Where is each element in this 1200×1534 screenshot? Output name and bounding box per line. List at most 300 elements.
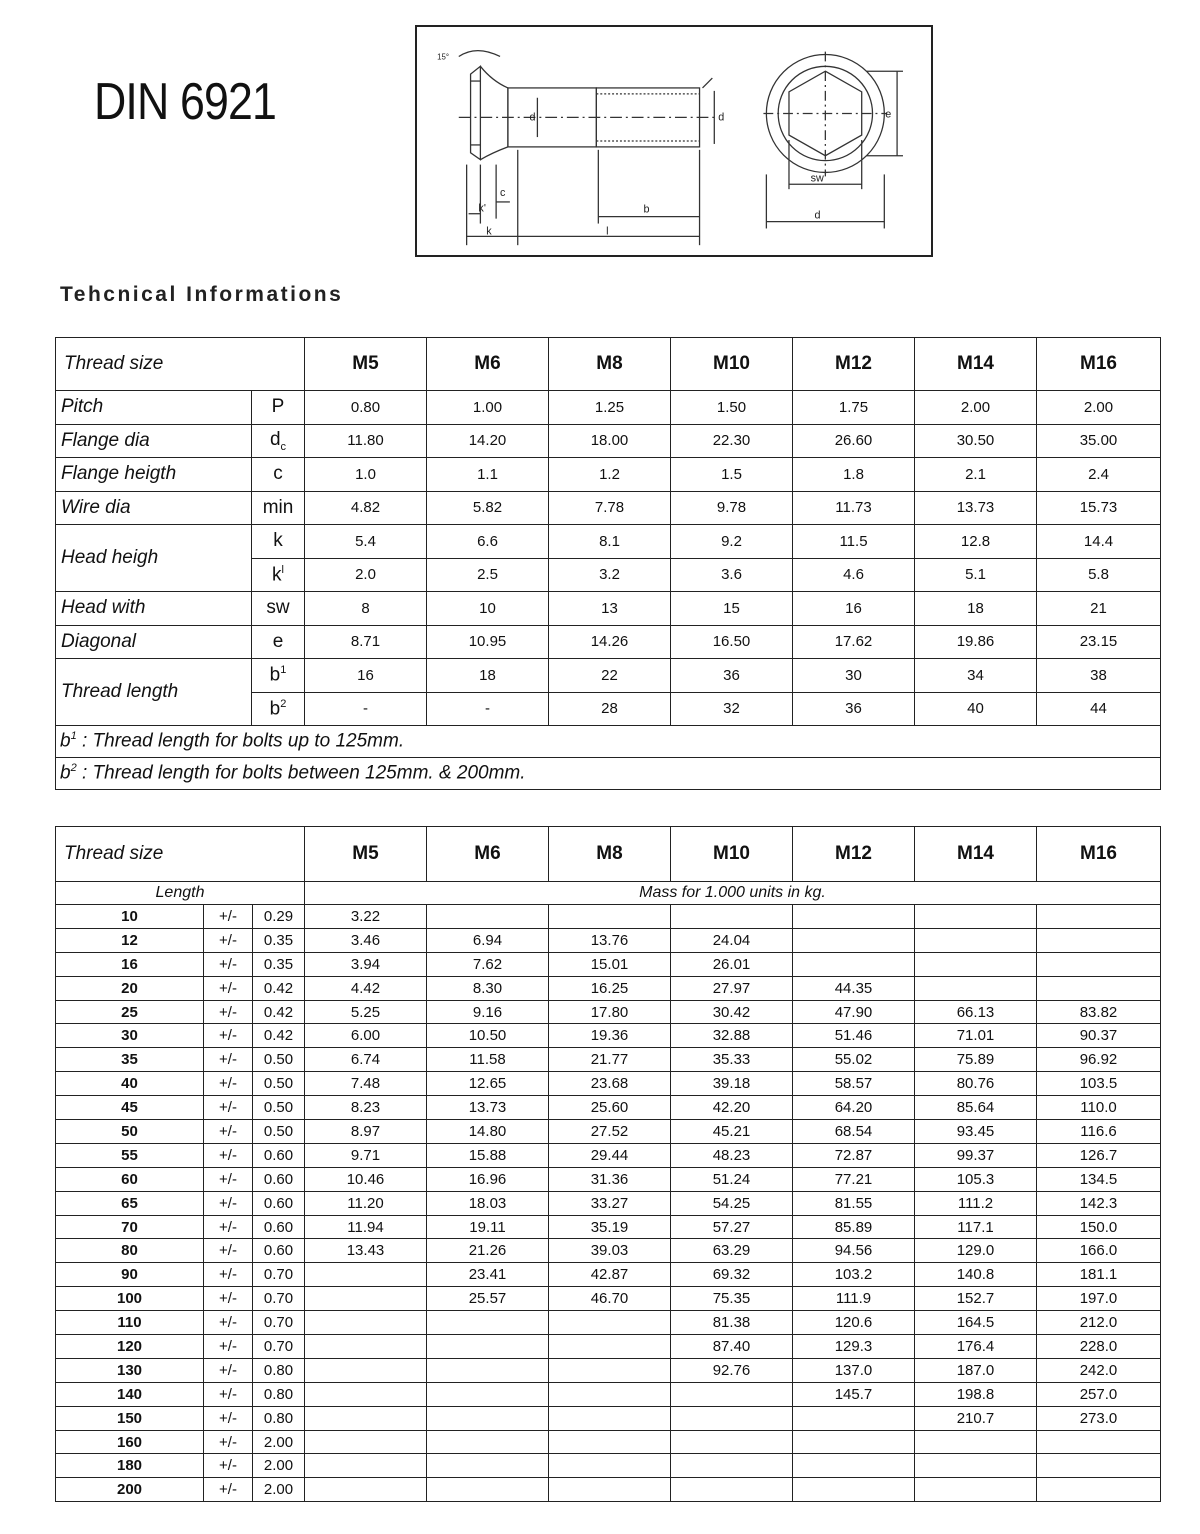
mass-value-cell: 16.25 xyxy=(549,976,671,1000)
mass-value-cell: 55.02 xyxy=(793,1048,915,1072)
mass-value-cell xyxy=(1037,1430,1161,1454)
spec-value-cell: 40 xyxy=(915,692,1037,726)
mass-value-cell xyxy=(1037,1478,1161,1502)
tolerance-cell: 0.70 xyxy=(253,1335,305,1359)
spec-value-cell: 18 xyxy=(427,659,549,693)
spec-value-cell: 10.95 xyxy=(427,625,549,659)
spec-value-cell: 4.82 xyxy=(305,491,427,525)
spec-value-cell: 28 xyxy=(549,692,671,726)
length-cell: 10 xyxy=(56,905,204,929)
mass-value-cell: 10.46 xyxy=(305,1167,427,1191)
mass-value-cell: 126.7 xyxy=(1037,1143,1161,1167)
mass-value-cell xyxy=(793,1478,915,1502)
property-name: Flange dia xyxy=(56,424,252,458)
thread-size-label: Thread size xyxy=(56,338,305,391)
mass-value-cell: 10.50 xyxy=(427,1024,549,1048)
symbol-subscript: c xyxy=(280,440,287,453)
note-text: : Thread length for bolts up to 125mm. xyxy=(76,730,405,752)
mass-value-cell: 45.21 xyxy=(671,1120,793,1144)
tolerance-cell: 0.35 xyxy=(253,928,305,952)
mass-value-cell xyxy=(305,1454,427,1478)
symbol-text: k xyxy=(272,563,282,585)
mass-value-cell: 21.77 xyxy=(549,1048,671,1072)
tolerance-sign-cell: +/- xyxy=(204,1072,253,1096)
mass-value-cell xyxy=(427,1358,549,1382)
mass-value-cell xyxy=(793,1406,915,1430)
mass-value-cell xyxy=(671,905,793,929)
length-cell: 120 xyxy=(56,1335,204,1359)
symbol-text: min xyxy=(262,496,294,518)
spec-row xyxy=(56,391,1161,425)
mass-value-cell: 105.3 xyxy=(915,1167,1037,1191)
mass-value-cell xyxy=(549,1454,671,1478)
tolerance-sign-cell: +/- xyxy=(204,1048,253,1072)
tolerance-cell: 0.50 xyxy=(253,1120,305,1144)
length-cell: 55 xyxy=(56,1143,204,1167)
mass-value-cell: 90.37 xyxy=(1037,1024,1161,1048)
mass-value-cell: 33.27 xyxy=(549,1191,671,1215)
tolerance-cell: 0.80 xyxy=(253,1382,305,1406)
mass-value-cell: 25.60 xyxy=(549,1096,671,1120)
tolerance-cell: 0.42 xyxy=(253,1024,305,1048)
tolerance-cell: 0.50 xyxy=(253,1048,305,1072)
spec-value-cell: 5.82 xyxy=(427,491,549,525)
mass-value-cell xyxy=(305,1287,427,1311)
tolerance-cell: 0.42 xyxy=(253,1000,305,1024)
mass-row xyxy=(56,1167,1161,1191)
spec-value-cell: - xyxy=(427,692,549,726)
mass-value-cell: 129.0 xyxy=(915,1239,1037,1263)
mass-value-cell: 9.71 xyxy=(305,1143,427,1167)
mass-value-cell: 58.57 xyxy=(793,1072,915,1096)
mass-value-cell: 242.0 xyxy=(1037,1358,1161,1382)
mass-value-cell: 93.45 xyxy=(915,1120,1037,1144)
mass-value-cell: 273.0 xyxy=(1037,1406,1161,1430)
mass-value-cell: 210.7 xyxy=(915,1406,1037,1430)
spec-value-cell: 1.00 xyxy=(427,391,549,425)
mass-value-cell: 228.0 xyxy=(1037,1335,1161,1359)
mass-value-cell xyxy=(549,1478,671,1502)
mass-value-cell: 166.0 xyxy=(1037,1239,1161,1263)
mass-value-cell: 96.92 xyxy=(1037,1048,1161,1072)
mass-value-cell: 66.13 xyxy=(915,1000,1037,1024)
spec-value-cell: 1.0 xyxy=(305,458,427,492)
thread-length-note-1 xyxy=(56,726,1161,758)
mass-row xyxy=(56,1311,1161,1335)
tolerance-sign-cell: +/- xyxy=(204,1191,253,1215)
size-header: M10 xyxy=(671,827,793,882)
mass-row xyxy=(56,1143,1161,1167)
length-cell: 45 xyxy=(56,1096,204,1120)
property-symbol xyxy=(252,424,305,458)
mass-value-cell xyxy=(305,1311,427,1335)
size-header: M6 xyxy=(427,827,549,882)
tolerance-cell: 0.70 xyxy=(253,1263,305,1287)
mass-value-cell: 19.11 xyxy=(427,1215,549,1239)
length-cell: 100 xyxy=(56,1287,204,1311)
spec-value-cell: 12.8 xyxy=(915,525,1037,559)
mass-value-cell: 3.22 xyxy=(305,905,427,929)
mass-value-cell: 18.03 xyxy=(427,1191,549,1215)
spec-value-cell: 22.30 xyxy=(671,424,793,458)
mass-value-cell xyxy=(915,905,1037,929)
spec-value-cell: 44 xyxy=(1037,692,1161,726)
mass-value-cell: 16.96 xyxy=(427,1167,549,1191)
spec-value-cell: 2.4 xyxy=(1037,458,1161,492)
mass-row xyxy=(56,1072,1161,1096)
note-symbol: b xyxy=(60,730,71,752)
mass-value-cell xyxy=(671,1430,793,1454)
length-cell: 50 xyxy=(56,1120,204,1144)
spec-value-cell: 36 xyxy=(671,659,793,693)
spec-value-cell: 19.86 xyxy=(915,625,1037,659)
tolerance-sign-cell: +/- xyxy=(204,976,253,1000)
spec-value-cell: 23.15 xyxy=(1037,625,1161,659)
mass-value-cell: 17.80 xyxy=(549,1000,671,1024)
tolerance-cell: 0.29 xyxy=(253,905,305,929)
mass-value-cell xyxy=(671,1478,793,1502)
tolerance-sign-cell: +/- xyxy=(204,1335,253,1359)
spec-value-cell: 18.00 xyxy=(549,424,671,458)
tolerance-cell: 0.60 xyxy=(253,1191,305,1215)
mass-value-cell: 85.89 xyxy=(793,1215,915,1239)
tolerance-cell: 0.42 xyxy=(253,976,305,1000)
mass-row xyxy=(56,1454,1161,1478)
size-header: M10 xyxy=(671,338,793,391)
mass-value-cell: 72.87 xyxy=(793,1143,915,1167)
length-cell: 200 xyxy=(56,1478,204,1502)
spec-value-cell: 9.2 xyxy=(671,525,793,559)
spec-row xyxy=(56,625,1161,659)
tolerance-sign-cell: +/- xyxy=(204,928,253,952)
note-superscript: 2 xyxy=(70,762,77,775)
spec-value-cell: 26.60 xyxy=(793,424,915,458)
property-name: Thread length xyxy=(56,659,252,726)
angle-label: 15° xyxy=(437,52,450,62)
mass-value-cell: 77.21 xyxy=(793,1167,915,1191)
mass-value-cell: 64.20 xyxy=(793,1096,915,1120)
size-header: M16 xyxy=(1037,338,1161,391)
mass-value-cell xyxy=(427,1406,549,1430)
tolerance-cell: 0.60 xyxy=(253,1143,305,1167)
mass-value-cell: 212.0 xyxy=(1037,1311,1161,1335)
mass-value-cell xyxy=(671,1406,793,1430)
property-symbol xyxy=(252,625,305,659)
mass-value-cell xyxy=(793,905,915,929)
mass-value-cell: 44.35 xyxy=(793,976,915,1000)
mass-value-cell: 99.37 xyxy=(915,1143,1037,1167)
mass-value-cell xyxy=(671,1454,793,1478)
mass-row xyxy=(56,952,1161,976)
tolerance-sign-cell: +/- xyxy=(204,1239,253,1263)
dk-label: d xyxy=(529,111,536,124)
mass-value-cell xyxy=(793,928,915,952)
mass-value-cell: 11.58 xyxy=(427,1048,549,1072)
mass-value-cell xyxy=(427,905,549,929)
spec-value-cell: 5.1 xyxy=(915,558,1037,592)
section-title: Tehcnical Informations xyxy=(60,283,344,306)
mass-value-cell: 23.68 xyxy=(549,1072,671,1096)
length-cell: 65 xyxy=(56,1191,204,1215)
mass-value-cell xyxy=(427,1478,549,1502)
mass-value-cell: 187.0 xyxy=(915,1358,1037,1382)
property-name: Wire dia xyxy=(56,491,252,525)
mass-value-cell: 142.3 xyxy=(1037,1191,1161,1215)
spec-value-cell: 11.80 xyxy=(305,424,427,458)
mass-value-cell: 69.32 xyxy=(671,1263,793,1287)
mass-value-cell xyxy=(549,1382,671,1406)
tolerance-cell: 2.00 xyxy=(253,1478,305,1502)
size-header: M8 xyxy=(549,338,671,391)
mass-value-cell: 7.48 xyxy=(305,1072,427,1096)
spec-value-cell: 14.4 xyxy=(1037,525,1161,559)
mass-value-cell: 8.23 xyxy=(305,1096,427,1120)
mass-value-cell: 81.55 xyxy=(793,1191,915,1215)
spec-value-cell: 1.50 xyxy=(671,391,793,425)
mass-value-cell: 6.74 xyxy=(305,1048,427,1072)
mass-value-cell: 25.57 xyxy=(427,1287,549,1311)
mass-header-row xyxy=(56,827,1161,882)
tolerance-cell: 0.35 xyxy=(253,952,305,976)
property-symbol xyxy=(252,692,305,726)
mass-value-cell xyxy=(915,1454,1037,1478)
spec-value-cell: 2.5 xyxy=(427,558,549,592)
length-cell: 80 xyxy=(56,1239,204,1263)
spec-value-cell: 34 xyxy=(915,659,1037,693)
length-label: Length xyxy=(56,882,305,905)
mass-row xyxy=(56,1358,1161,1382)
mass-value-cell: 83.82 xyxy=(1037,1000,1161,1024)
tolerance-sign-cell: +/- xyxy=(204,1430,253,1454)
tolerance-cell: 0.60 xyxy=(253,1167,305,1191)
mass-value-cell xyxy=(427,1311,549,1335)
length-cell: 180 xyxy=(56,1454,204,1478)
mass-value-cell: 35.33 xyxy=(671,1048,793,1072)
symbol-superscript: 1 xyxy=(280,664,287,677)
tolerance-cell: 0.60 xyxy=(253,1239,305,1263)
mass-value-cell: 7.62 xyxy=(427,952,549,976)
size-header: M6 xyxy=(427,338,549,391)
mass-value-cell: 46.70 xyxy=(549,1287,671,1311)
mass-row xyxy=(56,1478,1161,1502)
length-cell: 110 xyxy=(56,1311,204,1335)
dc-label: d xyxy=(814,209,821,222)
tolerance-sign-cell: +/- xyxy=(204,905,253,929)
tolerance-sign-cell: +/- xyxy=(204,1382,253,1406)
mass-value-cell xyxy=(305,1358,427,1382)
mass-value-cell: 103.5 xyxy=(1037,1072,1161,1096)
mass-value-cell: 181.1 xyxy=(1037,1263,1161,1287)
mass-value-cell xyxy=(793,1430,915,1454)
symbol-text: e xyxy=(272,630,284,652)
mass-value-cell: 75.89 xyxy=(915,1048,1037,1072)
mass-row xyxy=(56,1024,1161,1048)
mass-value-cell xyxy=(549,905,671,929)
mass-row xyxy=(56,1263,1161,1287)
spec-value-cell: 15.73 xyxy=(1037,491,1161,525)
symbol-text: c xyxy=(273,463,283,485)
mass-value-cell xyxy=(427,1454,549,1478)
property-symbol xyxy=(252,525,305,559)
property-name: Flange heigth xyxy=(56,458,252,492)
bolt-drawing-svg xyxy=(417,27,931,255)
mass-value-cell: 117.1 xyxy=(915,1215,1037,1239)
tolerance-cell: 2.00 xyxy=(253,1430,305,1454)
l-label: l xyxy=(606,225,609,238)
tolerance-sign-cell: +/- xyxy=(204,1454,253,1478)
mass-value-cell: 5.25 xyxy=(305,1000,427,1024)
sw-label: sw xyxy=(810,172,824,185)
symbol-superscript: 2 xyxy=(280,697,287,710)
mass-value-cell: 29.44 xyxy=(549,1143,671,1167)
mass-value-cell xyxy=(1037,905,1161,929)
tolerance-sign-cell: +/- xyxy=(204,1143,253,1167)
spec-value-cell: 30 xyxy=(793,659,915,693)
property-symbol xyxy=(252,391,305,425)
mass-value-cell: 71.01 xyxy=(915,1024,1037,1048)
spec-row xyxy=(56,592,1161,626)
symbol-text: b xyxy=(269,664,281,686)
spec-value-cell: 1.25 xyxy=(549,391,671,425)
thread-length-note-2 xyxy=(56,758,1161,790)
mass-value-cell: 87.40 xyxy=(671,1335,793,1359)
mass-value-cell: 150.0 xyxy=(1037,1215,1161,1239)
mass-row xyxy=(56,1430,1161,1454)
mass-value-cell: 197.0 xyxy=(1037,1287,1161,1311)
spec-row xyxy=(56,458,1161,492)
k-label: k xyxy=(486,225,492,238)
symbol-text: sw xyxy=(266,597,290,619)
spec-note-row xyxy=(56,726,1161,758)
k1-label: k' xyxy=(478,202,486,215)
length-cell: 90 xyxy=(56,1263,204,1287)
mass-value-cell: 111.9 xyxy=(793,1287,915,1311)
length-cell: 70 xyxy=(56,1215,204,1239)
mass-value-cell: 198.8 xyxy=(915,1382,1037,1406)
spec-row xyxy=(56,424,1161,458)
mass-row xyxy=(56,1215,1161,1239)
mass-value-cell: 23.41 xyxy=(427,1263,549,1287)
property-symbol xyxy=(252,592,305,626)
length-cell: 160 xyxy=(56,1430,204,1454)
mass-value-cell: 15.01 xyxy=(549,952,671,976)
mass-row xyxy=(56,1239,1161,1263)
mass-value-cell xyxy=(549,1335,671,1359)
tolerance-cell: 0.70 xyxy=(253,1311,305,1335)
spec-value-cell: 9.78 xyxy=(671,491,793,525)
mass-value-cell: 63.29 xyxy=(671,1239,793,1263)
property-name: Pitch xyxy=(56,391,252,425)
spec-value-cell: 35.00 xyxy=(1037,424,1161,458)
tolerance-sign-cell: +/- xyxy=(204,1478,253,1502)
spec-value-cell: 2.0 xyxy=(305,558,427,592)
mass-value-cell: 4.42 xyxy=(305,976,427,1000)
size-header: M5 xyxy=(305,338,427,391)
tolerance-cell: 0.50 xyxy=(253,1096,305,1120)
mass-row xyxy=(56,1048,1161,1072)
spec-value-cell: - xyxy=(305,692,427,726)
mass-value-cell: 120.6 xyxy=(793,1311,915,1335)
mass-value-cell: 3.94 xyxy=(305,952,427,976)
mass-value-cell: 164.5 xyxy=(915,1311,1037,1335)
mass-value-cell xyxy=(1037,928,1161,952)
symbol-text: P xyxy=(271,396,285,418)
spec-row xyxy=(56,525,1161,559)
spec-value-cell: 14.26 xyxy=(549,625,671,659)
mass-value-cell: 3.46 xyxy=(305,928,427,952)
length-cell: 60 xyxy=(56,1167,204,1191)
length-cell: 25 xyxy=(56,1000,204,1024)
length-cell: 140 xyxy=(56,1382,204,1406)
spec-value-cell: 2.00 xyxy=(915,391,1037,425)
property-name: Head heigh xyxy=(56,525,252,592)
mass-value-cell xyxy=(427,1335,549,1359)
mass-value-cell xyxy=(549,1358,671,1382)
tolerance-sign-cell: +/- xyxy=(204,1406,253,1430)
mass-value-cell: 27.97 xyxy=(671,976,793,1000)
length-cell: 30 xyxy=(56,1024,204,1048)
tolerance-sign-cell: +/- xyxy=(204,1311,253,1335)
spec-value-cell: 11.73 xyxy=(793,491,915,525)
spec-value-cell: 2.00 xyxy=(1037,391,1161,425)
mass-value-cell: 257.0 xyxy=(1037,1382,1161,1406)
tolerance-cell: 0.80 xyxy=(253,1406,305,1430)
tolerance-sign-cell: +/- xyxy=(204,952,253,976)
mass-value-cell: 6.94 xyxy=(427,928,549,952)
mass-value-cell: 68.54 xyxy=(793,1120,915,1144)
mass-value-cell: 111.2 xyxy=(915,1191,1037,1215)
spec-note-row xyxy=(56,758,1161,790)
tolerance-sign-cell: +/- xyxy=(204,1096,253,1120)
property-symbol xyxy=(252,659,305,693)
tolerance-cell: 0.50 xyxy=(253,1072,305,1096)
symbol-superscript: l xyxy=(281,563,284,576)
tolerance-sign-cell: +/- xyxy=(204,1215,253,1239)
spec-value-cell: 3.6 xyxy=(671,558,793,592)
mass-value-cell: 8.97 xyxy=(305,1120,427,1144)
spec-value-cell: 1.2 xyxy=(549,458,671,492)
mass-table xyxy=(55,826,1161,1502)
mass-value-cell xyxy=(549,1406,671,1430)
mass-value-cell: 13.76 xyxy=(549,928,671,952)
mass-value-cell: 35.19 xyxy=(549,1215,671,1239)
tolerance-cell: 2.00 xyxy=(253,1454,305,1478)
length-cell: 16 xyxy=(56,952,204,976)
mass-value-cell xyxy=(549,1430,671,1454)
mass-row xyxy=(56,1406,1161,1430)
spec-value-cell: 10 xyxy=(427,592,549,626)
property-symbol xyxy=(252,491,305,525)
mass-value-cell: 80.76 xyxy=(915,1072,1037,1096)
mass-value-cell xyxy=(793,952,915,976)
mass-value-cell xyxy=(305,1406,427,1430)
mass-value-cell xyxy=(1037,976,1161,1000)
mass-value-cell xyxy=(915,1478,1037,1502)
mass-value-cell: 116.6 xyxy=(1037,1120,1161,1144)
mass-value-cell: 39.18 xyxy=(671,1072,793,1096)
tolerance-sign-cell: +/- xyxy=(204,1358,253,1382)
mass-row xyxy=(56,1000,1161,1024)
mass-row xyxy=(56,1120,1161,1144)
note-symbol: b xyxy=(60,762,71,784)
mass-value-cell: 94.56 xyxy=(793,1239,915,1263)
size-header: M5 xyxy=(305,827,427,882)
mass-value-cell: 19.36 xyxy=(549,1024,671,1048)
mass-value-cell: 57.27 xyxy=(671,1215,793,1239)
mass-subheader-row xyxy=(56,882,1161,905)
spec-value-cell: 3.2 xyxy=(549,558,671,592)
note-text: : Thread length for bolts between 125mm. & 200mm. xyxy=(76,762,526,784)
